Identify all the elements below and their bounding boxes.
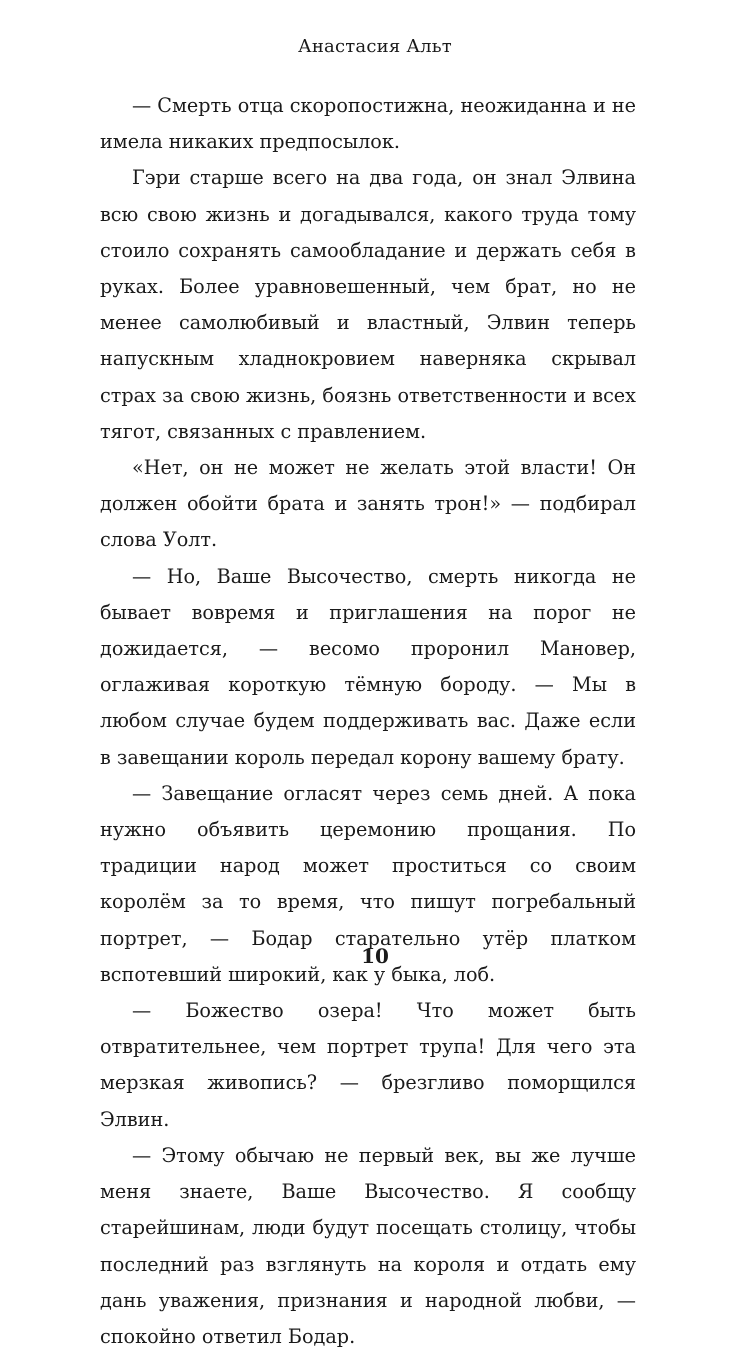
paragraph: — Завещание огласят через семь дней. А пока нужно объявить церемонию прощания. По традиции народ может проститься со своим королём за то время, что пишут погребальный портрет, — Бодар старательно утёр платком вспотевший широкий, как у быка, лоб.: [100, 781, 636, 986]
body-text: [100, 88, 636, 1355]
paragraph: — Божество озера! Что может быть отвратительнее, чем портрет трупа! Для чего эта мерзкая живопись? — брезгливо поморщился Элвин.: [100, 999, 636, 1131]
paragraph: — Но, Ваше Высочество, смерть никогда не бывает вовремя и приглашения на порог не дожидается, — весомо проронил Мановер, оглаживая короткую тёмную бороду. — Мы в любом случае будем поддерживать вас. Даже если в завещании король передал корону вашему брату.: [100, 564, 636, 769]
paragraph: — Смерть отца скоропостижна, неожиданна и не имела никаких предпосылок.: [100, 94, 636, 154]
paragraph: «Нет, он не может не желать этой власти! Он должен обойти брата и занять трон!» — подбирал слова Уолт.: [100, 456, 636, 552]
page-number: 10: [361, 944, 389, 968]
paragraph: — Этому обычаю не первый век, вы же лучше меня знаете, Ваше Высочество. Я сообщу старейшинам, люди будут посещать столицу, чтобы последний раз взглянуть на короля и отдать ему дань уважения, признания и народной любви, — спокойно ответил Бодар.: [100, 1143, 636, 1348]
paragraph: Гэри старше всего на два года, он знал Элвина всю свою жизнь и догадывался, какого труда тому стоило сохранять самообладание и держать себя в руках. Более уравновешенный, чем брат, но не менее самолюбивый и властный, Элвин теперь напускным хладнокровием наверняка скрывал страх за свою жизнь, боязнь ответственности и всех тягот, связанных с правлением.: [100, 166, 636, 443]
running-header-author: Анастасия Альт: [298, 36, 452, 57]
